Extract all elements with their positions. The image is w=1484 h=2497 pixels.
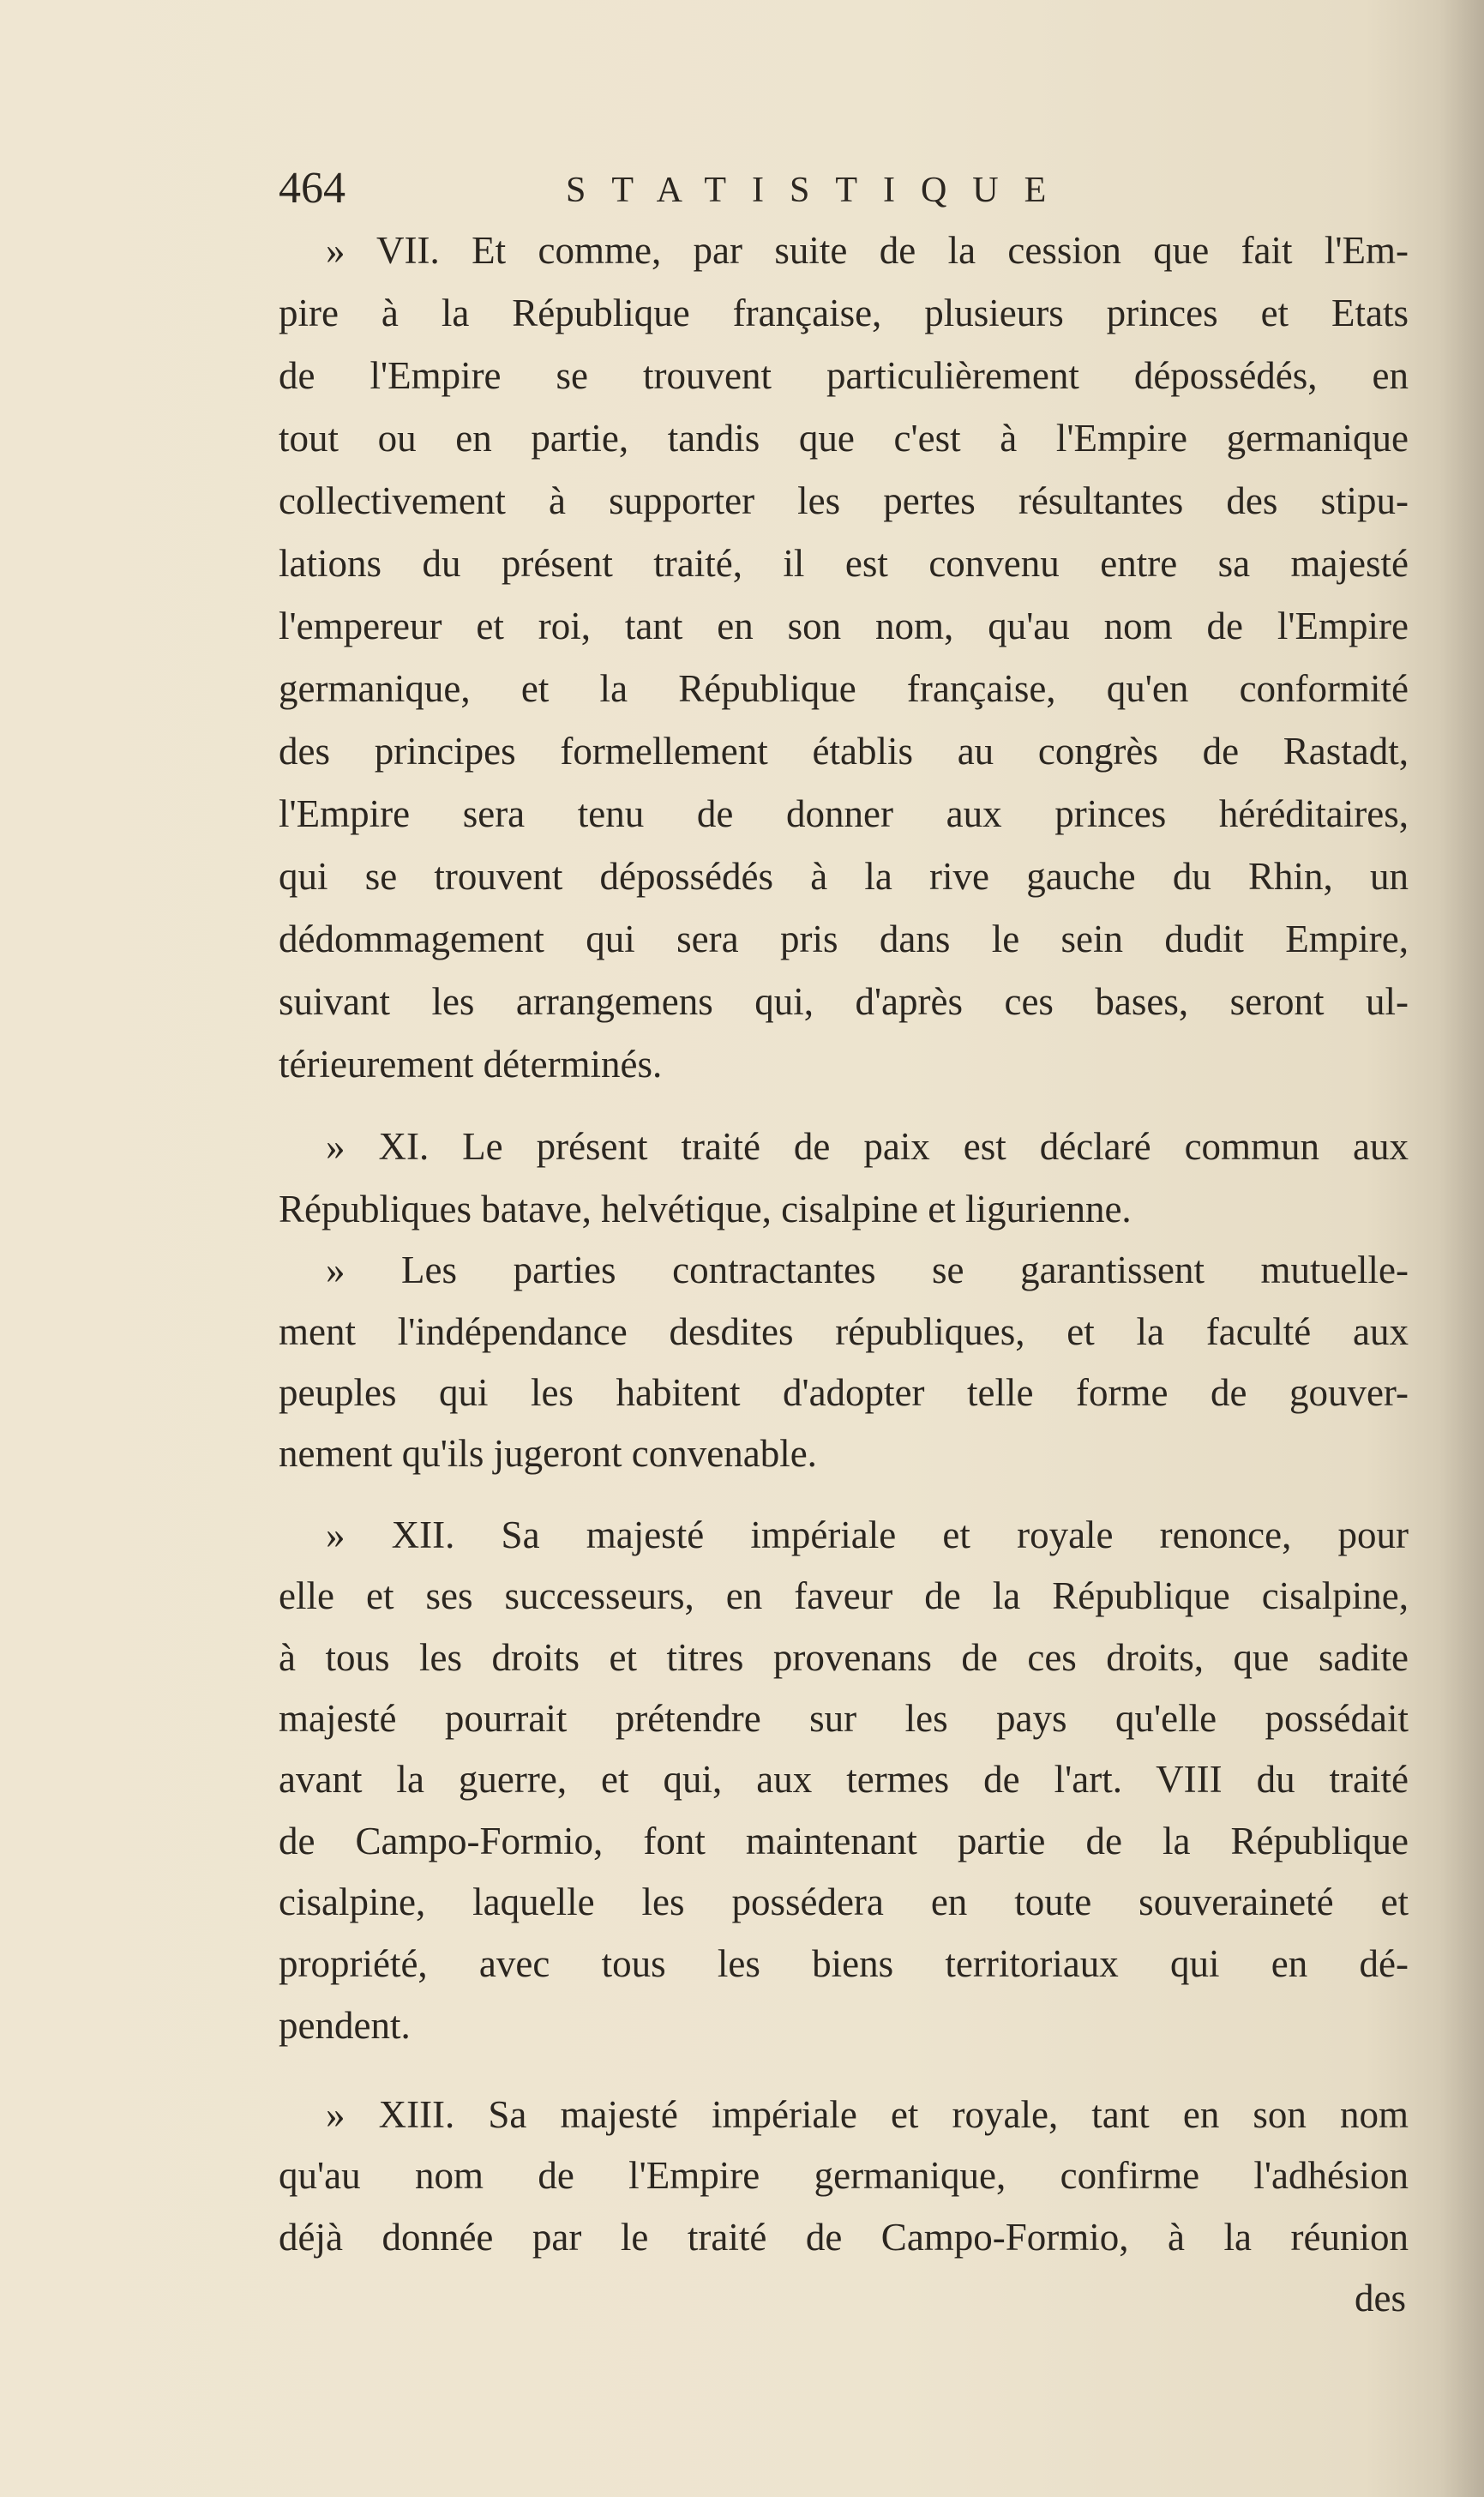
text-line: » XII. Sa majesté impériale et royale renonce, pour	[326, 1513, 1409, 1556]
catchword: des	[1355, 2277, 1406, 2320]
text-line: germanique, et la République française, qu'en conformité	[279, 667, 1409, 710]
text-line: avant la guerre, et qui, aux termes de l'art. VIII du traité	[279, 1758, 1409, 1801]
text-line: Républiques batave, helvétique, cisalpine et ligurienne.	[279, 1188, 1132, 1230]
text-line: collectivement à supporter les pertes résultantes des stipu-	[279, 479, 1409, 522]
text-line: à tous les droits et titres provenans de ces droits, que sadite	[279, 1636, 1409, 1679]
text-line: » Les parties contractantes se garantissent mutuelle-	[326, 1248, 1409, 1291]
text-line: l'empereur et roi, tant en son nom, qu'au nom de l'Empire	[279, 605, 1409, 647]
text-line: ment l'indépendance desdites républiques, et la faculté aux	[279, 1310, 1409, 1353]
page-number: 464	[279, 164, 345, 213]
text-line: nement qu'ils jugeront convenable.	[279, 1432, 817, 1475]
text-line: pendent.	[279, 2004, 411, 2047]
text-line: » VII. Et comme, par suite de la cession que fait l'Em-	[326, 229, 1409, 272]
text-line: l'Empire sera tenu de donner aux princes héréditaires,	[279, 792, 1409, 835]
text-line: térieurement déterminés.	[279, 1043, 663, 1086]
running-title: STATISTIQUE	[566, 171, 1072, 210]
text-line: de Campo-Formio, font maintenant partie de la République	[279, 1820, 1409, 1862]
text-line: propriété, avec tous les biens territoriaux qui en dé-	[279, 1942, 1409, 1985]
text-line: elle et ses successeurs, en faveur de la République cisalpine,	[279, 1574, 1409, 1617]
text-line: des principes formellement établis au congrès de Rastadt,	[279, 730, 1409, 773]
text-line: qui se trouvent dépossédés à la rive gauche du Rhin, un	[279, 855, 1409, 898]
text-line: qu'au nom de l'Empire germanique, confirme l'adhésion	[279, 2154, 1409, 2197]
text-line: dédommagement qui sera pris dans le sein dudit Empire,	[279, 918, 1409, 960]
text-line: suivant les arrangemens qui, d'après ces bases, seront ul-	[279, 980, 1409, 1023]
text-line: cisalpine, laquelle les possédera en toute souveraineté et	[279, 1880, 1409, 1923]
text-line: » XI. Le présent traité de paix est déclaré commun aux	[326, 1125, 1409, 1168]
text-line: tout ou en partie, tandis que c'est à l'Empire germanique	[279, 417, 1409, 460]
text-line: déjà donnée par le traité de Campo-Formio, à la réunion	[279, 2216, 1409, 2259]
text-line: » XIII. Sa majesté impériale et royale, tant en son nom	[326, 2093, 1409, 2136]
text-line: majesté pourrait prétendre sur les pays qu'elle possédait	[279, 1697, 1409, 1740]
text-line: lations du présent traité, il est convenu entre sa majesté	[279, 542, 1409, 585]
text-line: pire à la République française, plusieurs princes et Etats	[279, 292, 1409, 334]
text-line: de l'Empire se trouvent particulièrement dépossédés, en	[279, 354, 1409, 397]
text-line: peuples qui les habitent d'adopter telle forme de gouver-	[279, 1371, 1409, 1414]
